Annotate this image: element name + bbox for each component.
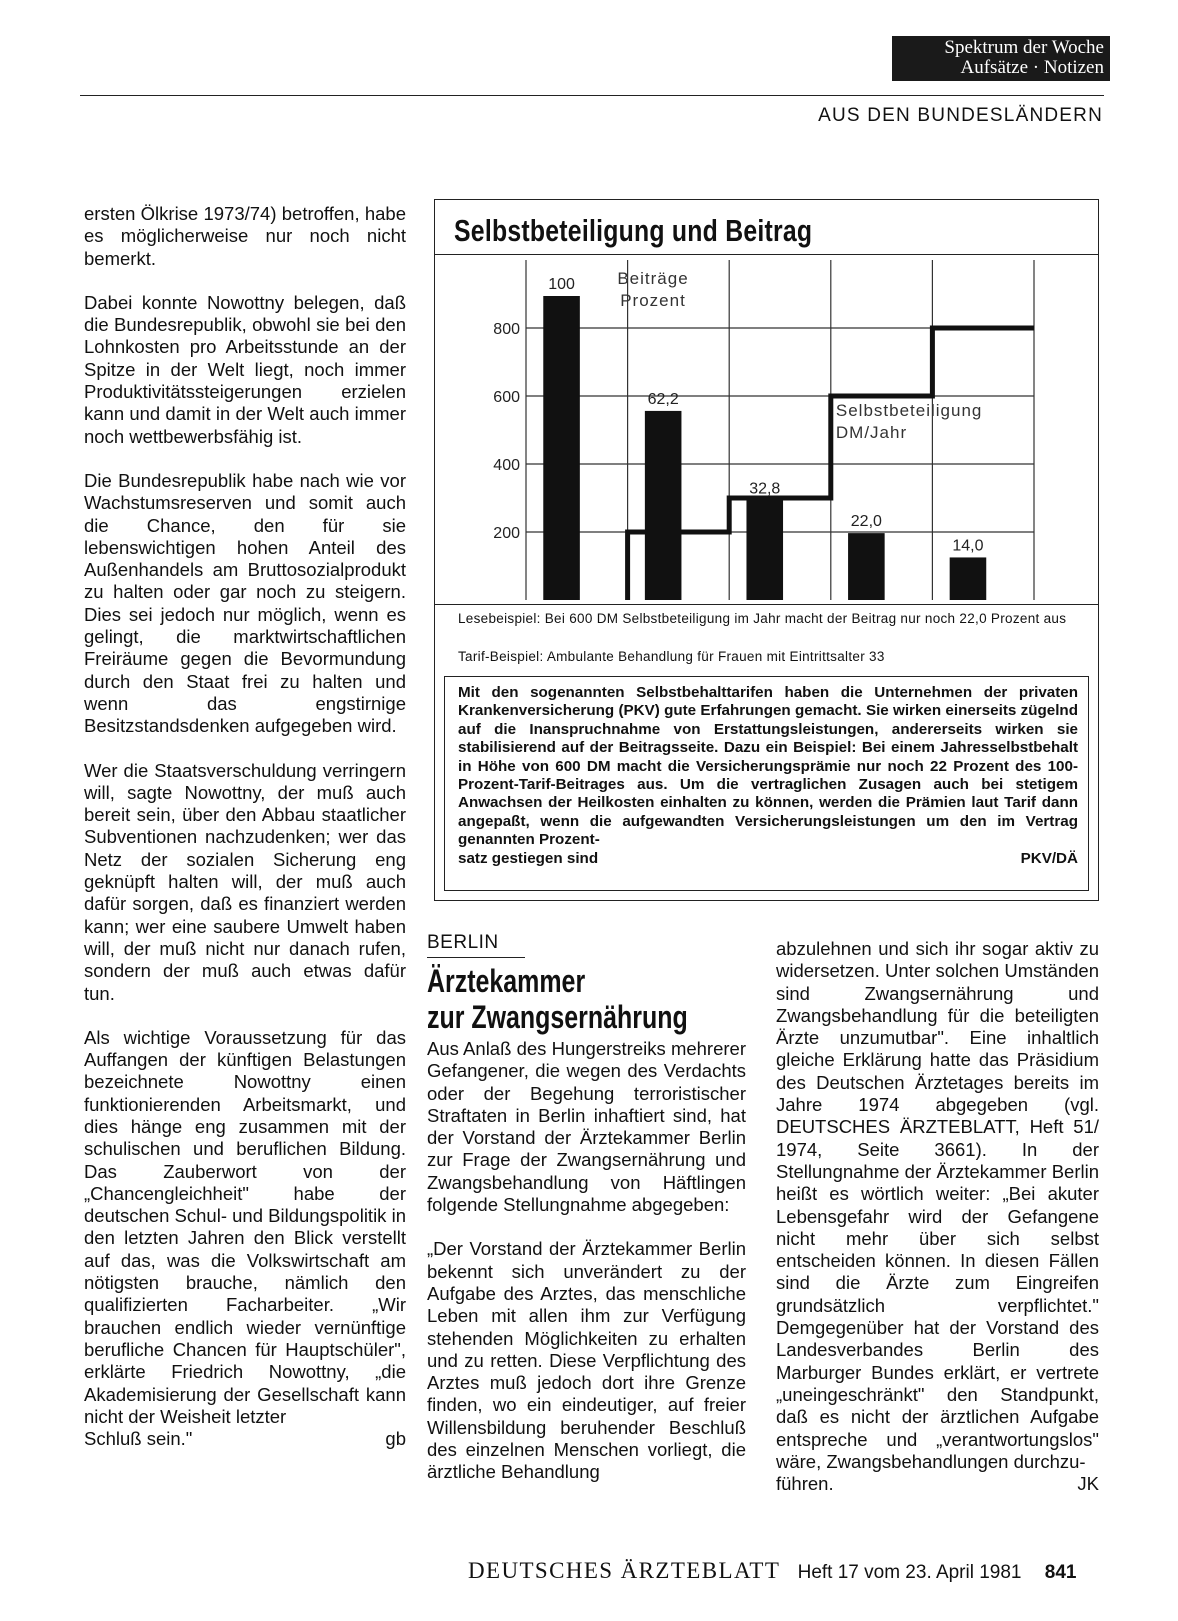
section-tag-line2: Aufsätze · Notizen bbox=[960, 57, 1104, 78]
right-paragraph-1: abzulehnen und sich ihr sogar aktiv zu widersetzen. Unter solchen Umständen sind Zwangsernährung und Zwangsbehandlung für die beteiligten Ärzte unzumutbar". Eine inhaltlich gleiche Erklärung hatte das Präsidium des Deutschen Ärztetages bereits im Jahre 1974 abgegeben (vgl. DEUTSCHES ÄRZTEBLATT, Heft 51/ 1974, Seite 3661). In der Stellungnahme der Ärztekammer Berlin heißt es wörtlich weiter: „Bei akuter Lebensgefahr wird der Gefangene nicht mehr über sich selbst entscheiden können. In diesen Fällen sind die Ärzte zum Eingreifen grundsätzlich verpflichtet." Demgegenüber hat der Vorstand des Landesverbandes Berlin des Marburger Bundes erklärt, er vertrete „uneingeschränkt" den Standpunkt, daß es nicht der ärztlichen Aufgabe entspreche und „verantwortungslos" wäre, Zwangsbehandlungen durchzu- bbox=[776, 938, 1099, 1472]
middle-column bbox=[427, 1038, 746, 1484]
bar bbox=[746, 500, 783, 600]
left-paragraph-3: Die Bundesrepublik habe nach wie vor Wachstumsreserven und somit auch die Chance, den für sie lebenswichtigen hohen Anteil des Außenhandels am Bruttosozialprodukt zu halten oder gar noch zu steigern. Dies sei jedoch nur möglich, wenn es gelingt, die marktwirtschaftlichen Freiräume gegen die Bevormundung durch den Staat frei zu halten und wenn das engstirnige Besitzstandsdenken aufgegeben wird. bbox=[84, 469, 406, 737]
article-kicker: BERLIN bbox=[427, 932, 499, 953]
summary-end: satz gestiegen sind bbox=[458, 849, 599, 867]
mid-paragraph-2: „Der Vorstand der Ärztekammer Berlin bekennt sich unverändert zu der Aufgabe des Arztes, das menschliche Leben mit allen ihm zur Verfügung stehenden Möglichkeiten zu erhalten und zu retten. Diese Verpflichtung des Arztes muß jedoch dort ihre Grenze finden, wo ein eindeutiger, auf freier Willensbildung beruhender Beschluß des einzelnen Menschen vorliegt, die ärztliche Behandlung bbox=[427, 1238, 746, 1483]
section-tag bbox=[892, 36, 1110, 81]
tariff-example: Tarif-Beispiel: Ambulante Behandlung für Frauen mit Eintrittsalter 33 bbox=[458, 649, 885, 664]
reading-example: Lesebeispiel: Bei 600 DM Selbstbeteiligung im Jahr macht der Beitrag nur noch 22,0 Prozent aus bbox=[458, 611, 1067, 626]
chart-title: Selbstbeteiligung und Beitrag bbox=[454, 213, 813, 248]
legend-bars-line-1: Beiträge bbox=[617, 269, 689, 288]
left-paragraph-5: Als wichtige Voraussetzung für das Auffangen der künftigen Belastungen bezeichnete Nowottny einen funktionierenden Arbeitsmarkt, und dies hänge eng zusammen mit der schulischen und beruflichen Bildung. Das Zauberwort von der „Chancengleichheit" habe der deutschen Schul- und Bildungspolitik in den letzten Jahren den Blick verstellt auf das, was die Volkswirtschaft am nötigsten brauche, nämlich den qualifizierten Facharbeiter. „Wir brauchen endlich wieder vernünftige berufliche Chancen für Hauptschüler", erklärte Friedrich Nowottny, „die Akademisierung der Gesellschaft kann nicht der Weisheit letzter bbox=[84, 1026, 406, 1427]
bar-value-label: 14,0 bbox=[952, 537, 984, 555]
bar-value-label: 62,2 bbox=[647, 390, 679, 408]
legend-step-line-2: DM/Jahr bbox=[835, 423, 908, 442]
summary-body: Mit den sogenannten Selbstbehalttarifen haben die Unternehmen der privaten Krankenversicherung (PKV) gute Erfahrungen gemacht. Sie wirken einerseits zügelnd auf die Inanspruchnahme von Erstattungsleistungen, andererseits wirken sie stabilisierend auf der Beitragsseite. Dazu ein Beispiel: Bei einem Jahresselbstbehalt in Höhe von 600 DM macht die Versicherungsprämie nur noch 22 Prozent des 100-Prozent-Tarif-Beitrages aus. Um die vertraglichen Zusagen auch bei stetigem Anwachsen der Heilkosten einhalten zu können, werden die Prämien laut Tarif dann angepaßt, wenn die aufgewandten Versicherungsleistungen um den im Vertrag genannten Prozent- bbox=[458, 684, 1078, 849]
note-rule bbox=[434, 604, 1099, 605]
summary-last-line bbox=[458, 850, 1078, 868]
y-tick-label: 600 bbox=[493, 389, 520, 406]
author-initials: gb bbox=[385, 1428, 406, 1450]
region-label: AUS DEN BUNDESLÄNDERN bbox=[818, 105, 1103, 126]
right-signature-line bbox=[776, 1473, 1099, 1495]
article-headline bbox=[427, 963, 755, 1035]
bar bbox=[950, 557, 987, 600]
bar-value-label: 22,0 bbox=[850, 513, 882, 531]
left-paragraph-2: Dabei konnte Nowottny belegen, daß die Bundesrepublik, obwohl sie bei den Lohnkosten pro Arbeitsstunde an der Spitze in der Welt liegt, noch immer Produktivitätssteigerungen erzielen kann und damit in der Welt auch immer noch wettbewerbsfähig ist. bbox=[84, 291, 406, 447]
y-tick-label: 200 bbox=[493, 525, 520, 542]
legend-bars-line-2: Prozent bbox=[620, 291, 686, 310]
mid-paragraph-1: Aus Anlaß des Hungerstreiks mehrerer Gefangener, die wegen des Verdachts oder der Begehung terroristischer Straftaten in Berlin inhaftiert sind, hat der Vorstand der Ärztekammer Berlin zur Frage der Zwangsernährung und Zwangsbehandlung von Häftlingen folgende Stellungnahme abgegeben: bbox=[427, 1038, 746, 1216]
footer-journal: DEUTSCHES ÄRZTEBLATT bbox=[468, 1558, 781, 1583]
chart-bars bbox=[543, 296, 986, 600]
left-paragraph-1: ersten Ölkrise 1973/74) betroffen, habe es möglicherweise nur noch nicht bemerkt. bbox=[84, 203, 406, 269]
headline-line-2: zur Zwangsernährung bbox=[427, 999, 688, 1035]
bar-value-label: 32,8 bbox=[749, 480, 781, 498]
headline-line-1: Ärztekammer bbox=[427, 963, 586, 999]
page-footer bbox=[468, 1558, 1108, 1584]
y-tick-label: 400 bbox=[493, 457, 520, 474]
footer-issue: Heft 17 vom 23. April 1981 bbox=[797, 1562, 1022, 1583]
chart-plot bbox=[434, 254, 1099, 604]
bar-value-label: 100 bbox=[548, 276, 575, 293]
article-author-initials: JK bbox=[1077, 1473, 1099, 1495]
left-paragraph-5-end: Schluß sein." bbox=[84, 1428, 193, 1450]
legend-step-line-1: Selbstbeteiligung bbox=[835, 401, 983, 420]
right-paragraph-end: führen. bbox=[776, 1473, 834, 1495]
bar bbox=[543, 296, 580, 600]
y-tick-label: 800 bbox=[493, 321, 520, 338]
bar bbox=[848, 533, 885, 600]
left-paragraph-4: Wer die Staatsverschuldung verringern will, sagte Nowottny, der muß auch bereit sein, über den Abbau staatlicher Subventionen nachzudenken; wer das Netz der sozialen Sicherung eng geknüpft halten will, der muß auch dafür sorgen, daß es finanziert werden kann; wer eine saubere Umwelt haben will, der muß nicht nur danach rufen, sondern der muß auch etwas dafür tun. bbox=[84, 759, 406, 1004]
footer-page-number: 841 bbox=[1044, 1562, 1077, 1583]
header-rule bbox=[80, 95, 1104, 96]
left-column bbox=[84, 203, 406, 1450]
right-column bbox=[776, 938, 1099, 1495]
left-signature-line bbox=[84, 1428, 406, 1450]
bar bbox=[645, 411, 682, 600]
summary-source: PKV/DÄ bbox=[1020, 849, 1078, 867]
summary-text bbox=[458, 684, 1078, 868]
section-tag-line1: Spektrum der Woche bbox=[944, 37, 1104, 58]
kicker-rule bbox=[427, 957, 525, 958]
